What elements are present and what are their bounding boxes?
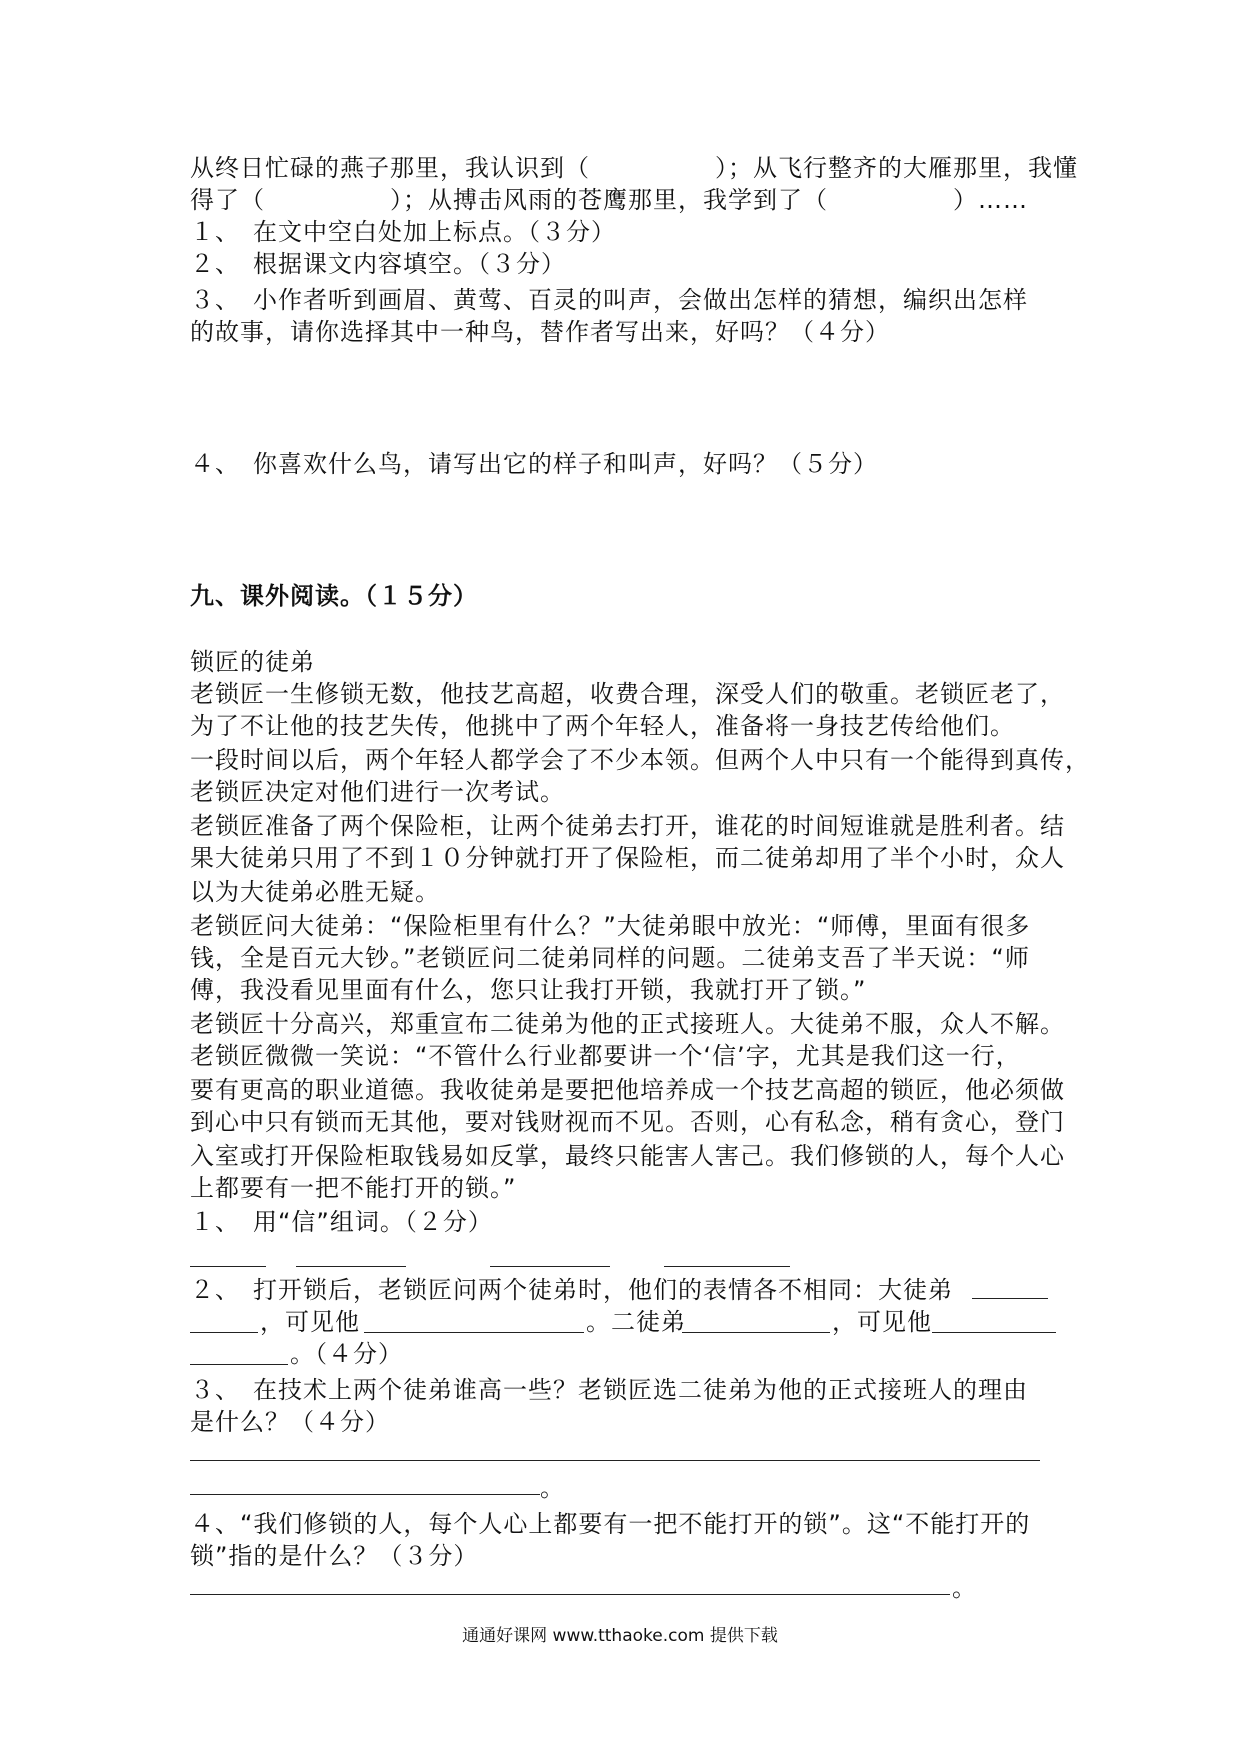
story-line: 老锁匠微微一笑说：“不管什么行业都要讲一个‘信’字，尤其是我们这一行，: [190, 1042, 1021, 1070]
section-heading: 九、课外阅读。（１５分）: [190, 582, 478, 610]
answer-blank[interactable]: [190, 1332, 258, 1333]
answer-line-end: 。: [540, 1474, 565, 1502]
story-line: 要有更高的职业道德。我收徒弟是要把他培养成一个技艺高超的锁匠，他必须做: [190, 1076, 1065, 1104]
fill-blank-line-2: 得了（ ）；从搏击风雨的苍鹰那里，我学到了（ ）……: [190, 186, 1028, 214]
answer-line[interactable]: [190, 1594, 950, 1595]
answer-blank[interactable]: [490, 1266, 610, 1267]
story-line: 上都要有一把不能打开的锁。”: [190, 1174, 517, 1202]
answer-blank[interactable]: [296, 1266, 406, 1267]
reading-question-2-line-1: ２、 打开锁后，老锁匠问两个徒弟时，他们的表情各不相同：大徒弟: [190, 1276, 953, 1304]
reading-question-4-line-2: 锁”指的是什么？（３分）: [190, 1542, 479, 1570]
story-line: 老锁匠一生修锁无数，他技艺高超，收费合理，深受人们的敬重。老锁匠老了，: [190, 680, 1065, 708]
answer-blank[interactable]: [190, 1266, 266, 1267]
reading-question-2-text: 。二徒弟: [586, 1308, 686, 1336]
answer-blank[interactable]: [664, 1266, 790, 1267]
question-2: ２、 根据课文内容填空。（３分）: [190, 250, 566, 278]
reading-question-2-text: ，可见他: [260, 1308, 360, 1336]
answer-line-end: 。: [952, 1574, 977, 1602]
answer-blank[interactable]: [364, 1332, 584, 1333]
answer-blank[interactable]: [972, 1298, 1048, 1299]
page-footer: 通通好课网 www.tthaoke.com 提供下载: [462, 1626, 778, 1646]
reading-question-4-line-1: ４、“我们修锁的人，每个人心上都要有一把不能打开的锁”。这“不能打开的: [190, 1510, 1031, 1538]
story-line: 钱，全是百元大钞。”老锁匠问二徒弟同样的问题。二徒弟支吾了半天说：“师: [190, 944, 1030, 972]
question-4: ４、 你喜欢什么鸟，请写出它的样子和叫声，好吗？（５分）: [190, 450, 878, 478]
reading-question-1: １、 用“信”组词。（２分）: [190, 1208, 493, 1236]
story-line: 以为大徒弟必胜无疑。: [190, 878, 440, 906]
question-3-line-2: 的故事，请你选择其中一种鸟，替作者写出来，好吗？（４分）: [190, 318, 890, 346]
story-line: 一段时间以后，两个年轻人都学会了不少本领。但两个人中只有一个能得到真传，: [190, 746, 1090, 774]
answer-blank[interactable]: [190, 1364, 288, 1365]
fill-blank-line-1: 从终日忙碌的燕子那里，我认识到（ ）；从飞行整齐的大雁那里，我懂: [190, 154, 1078, 182]
story-title: 锁匠的徒弟: [190, 648, 315, 676]
story-line: 老锁匠问大徒弟：“保险柜里有什么？”大徒弟眼中放光：“师傅，里面有很多: [190, 912, 1031, 940]
story-line: 老锁匠准备了两个保险柜，让两个徒弟去打开，谁花的时间短谁就是胜利者。结: [190, 812, 1065, 840]
story-line: 傅，我没看见里面有什么，您只让我打开锁，我就打开了锁。”: [190, 976, 867, 1004]
reading-question-2-text: ，可见他: [832, 1308, 932, 1336]
story-line: 老锁匠十分高兴，郑重宣布二徒弟为他的正式接班人。大徒弟不服，众人不解。: [190, 1010, 1065, 1038]
question-3-line-1: ３、 小作者听到画眉、黄莺、百灵的叫声，会做出怎样的猜想，编织出怎样: [190, 286, 1028, 314]
answer-line[interactable]: [190, 1460, 1040, 1461]
answer-blank[interactable]: [932, 1332, 1056, 1333]
story-line: 到心中只有锁而无其他，要对钱财视而不见。否则，心有私念，稍有贪心，登门: [190, 1108, 1065, 1136]
answer-blank[interactable]: [682, 1332, 830, 1333]
reading-question-3-line-2: 是什么？（４分）: [190, 1408, 390, 1436]
story-line: 为了不让他的技艺失传，他挑中了两个年轻人，准备将一身技艺传给他们。: [190, 712, 1015, 740]
story-line: 入室或打开保险柜取钱易如反掌，最终只能害人害己。我们修锁的人，每个人心: [190, 1142, 1065, 1170]
story-line: 果大徒弟只用了不到１０分钟就打开了保险柜，而二徒弟却用了半个小时，众人: [190, 844, 1065, 872]
reading-question-3-line-1: ３、 在技术上两个徒弟谁高一些？老锁匠选二徒弟为他的正式接班人的理由: [190, 1376, 1028, 1404]
story-line: 老锁匠决定对他们进行一次考试。: [190, 778, 565, 806]
reading-question-2-text: 。（４分）: [290, 1340, 403, 1368]
question-1: １、 在文中空白处加上标点。（３分）: [190, 218, 616, 246]
answer-line[interactable]: [190, 1494, 540, 1495]
